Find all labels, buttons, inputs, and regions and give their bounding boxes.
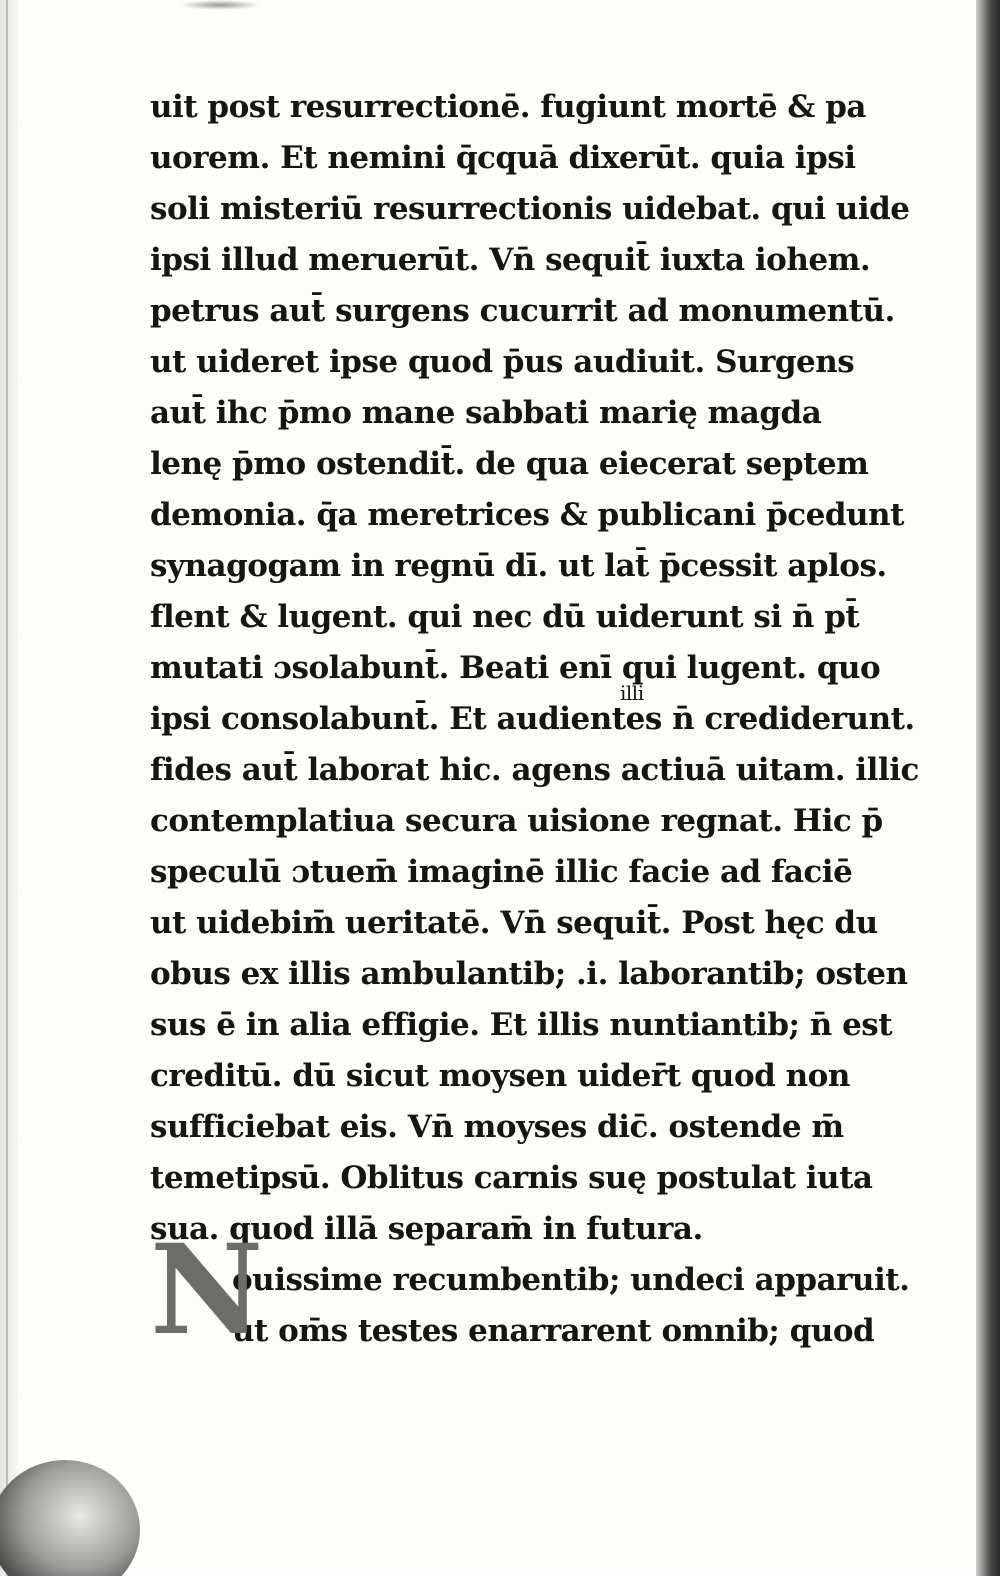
decorated-initial-letter: N — [150, 1218, 264, 1363]
text-line: ut uideret ipse quod p̄us audiuit. Surgens — [150, 344, 855, 380]
text-line: sufficiebat eis. Vn̄ moyses dic̄. ostende m̄ — [150, 1109, 844, 1145]
initial-text-line: ouissime recumbentib; undeci apparuit. — [232, 1262, 910, 1298]
text-line: demonia. q̄a meretrices & publicani p̄cedunt — [150, 497, 904, 533]
page-edge-shadow — [976, 0, 1000, 1576]
text-line: temetipsū. Oblitus carnis suę postulat iuta — [150, 1160, 873, 1196]
text-line: obus ex illis ambulantib; .i. laborantib; osten — [150, 956, 908, 992]
gutter-fold-line — [6, 0, 8, 1576]
text-line: synagogam in regnū dī. ut lat̄ p̄cessit aplos. — [150, 548, 887, 584]
text-line: uit post resurrectionē. fugiunt mortē & pa — [150, 89, 866, 125]
manuscript-text — [150, 82, 950, 1363]
text-line: lenę p̄mo ostendit̄. de qua eiecerat septem — [150, 446, 869, 482]
top-edge-shadow — [180, 0, 260, 10]
interlinear-gloss: illi — [620, 681, 644, 705]
photographer-thumb — [0, 1460, 140, 1576]
text-line: uorem. Et nemini q̄cquā dixerūt. quia ipsi — [150, 140, 856, 176]
text-line: fides aut̄ laborat hic. agens actiuā uitam. illic — [150, 752, 919, 788]
text-line: ipsi consolabunt̄. Et audientes n̄ crediderunt. — [150, 701, 915, 737]
text-line: aut̄ ihc p̄mo mane sabbati marię magda — [150, 395, 822, 431]
text-line: ut uidebim̄ ueritatē. Vn̄ sequit̄. Post hęc du — [150, 905, 878, 941]
text-line: creditū. dū sicut moysen uider̄t quod non — [150, 1058, 850, 1094]
binding-gutter — [0, 0, 18, 1576]
text-line: sua. quod illā separam̄ in futura. — [150, 1211, 703, 1247]
initial-text-line: ut om̄s testes enarrarent omnib; quod — [232, 1313, 875, 1349]
text-line: speculū ɔtuem̄ imaginē illic facie ad faciē — [150, 854, 853, 890]
text-line: mutati ɔsolabunt̄. Beati enī qui lugent. quo — [150, 650, 881, 686]
text-line: ipsi illud meruerūt. Vn̄ sequit̄ iuxta iohem. — [150, 242, 871, 278]
text-line-with-gloss — [150, 681, 950, 745]
text-line: petrus aut̄ surgens cucurrit ad monumentū. — [150, 293, 895, 329]
text-line: soli misteriū resurrectionis uidebat. qui uide — [150, 191, 910, 227]
text-line: contemplatiua secura uisione regnat. Hic p̄ — [150, 803, 883, 839]
text-line: sus ē in alia effigie. Et illis nuntiantib; n̄ est — [150, 1007, 893, 1043]
text-line: flent & lugent. qui nec dū uiderunt si n̄ pt̄ — [150, 599, 860, 635]
